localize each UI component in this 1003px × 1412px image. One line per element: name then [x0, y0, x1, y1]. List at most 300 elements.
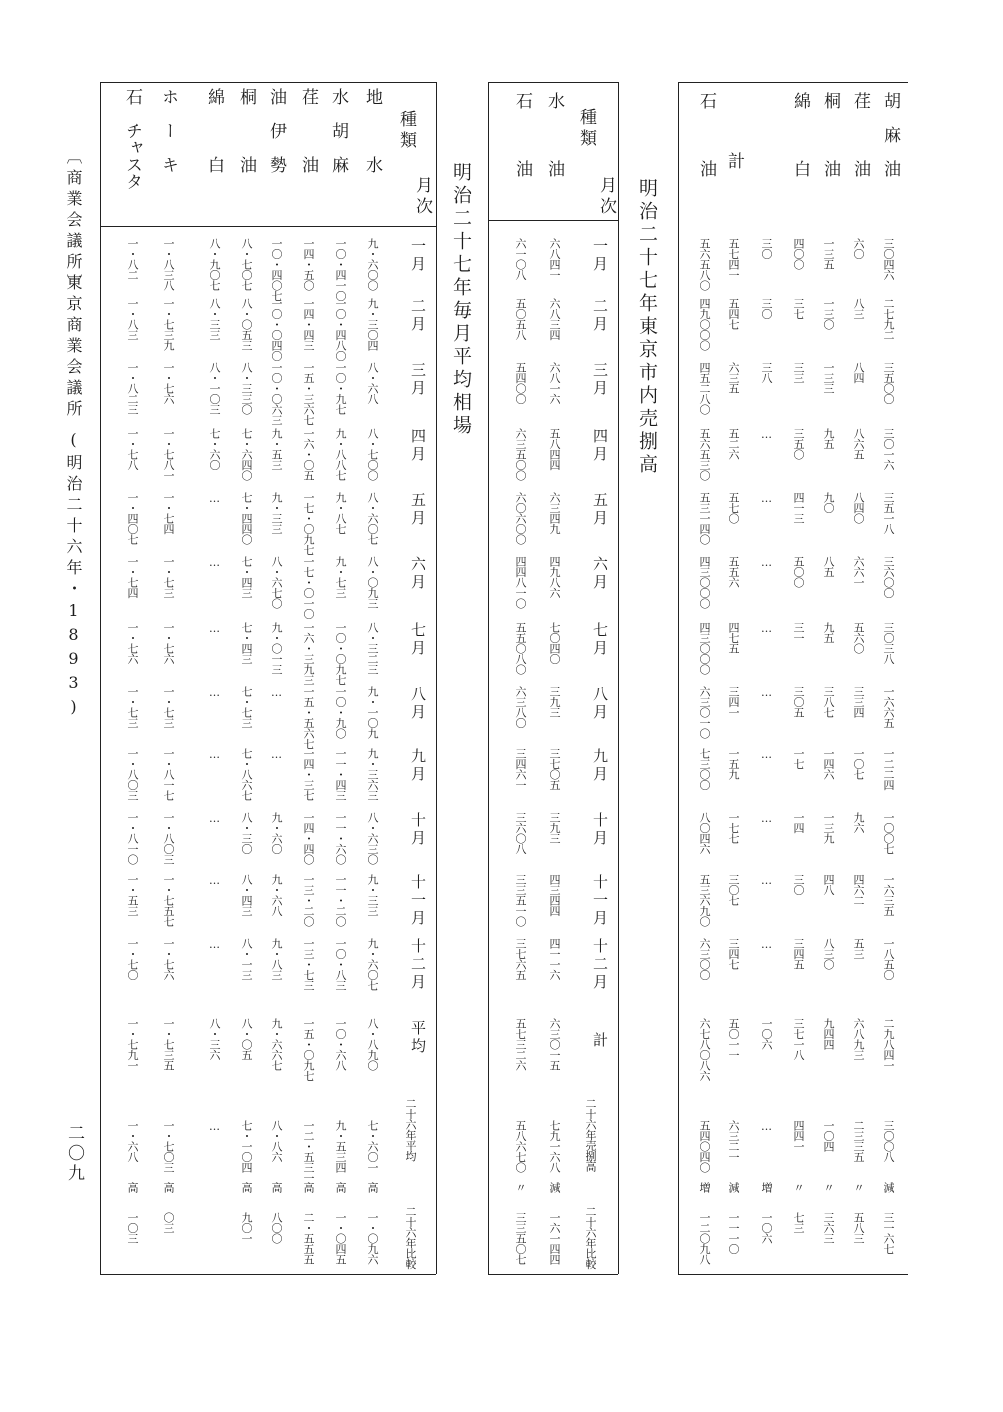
table1-item: 綿 白 — [790, 92, 810, 177]
table1-cell: 六八九三 — [852, 1018, 865, 1060]
table1-cell: 一七七 — [727, 812, 740, 844]
table1-cell: 増 — [760, 1182, 773, 1193]
table1-cell: 一三〇 — [822, 298, 835, 330]
table1-cell: 一六三五 — [882, 874, 895, 916]
table3-cell: 八・一三 — [240, 938, 253, 980]
table3-month-label: 一月 — [409, 238, 427, 274]
table1-cell: … — [760, 556, 773, 569]
table3-cell: 一・四〇七 — [126, 492, 139, 545]
table3-header-month: 月次 — [412, 176, 432, 218]
table3-cell: 九・八三 — [270, 938, 283, 980]
table2-total-label: 計 — [591, 1032, 609, 1050]
table3-cell: 七・四三 — [240, 622, 253, 664]
table3-cell: 一・八〇三 — [162, 812, 175, 865]
table3-cell: … — [208, 812, 221, 825]
table2-cell: 五八六七〇 — [514, 1120, 527, 1173]
table3-cell: 八・六〇七 — [366, 492, 379, 545]
table3-cell: 八・三三 — [208, 298, 221, 340]
table3-title: 明治二十七年毎月平均相場 — [450, 162, 472, 438]
table3-cell: 一四・三七 — [302, 748, 315, 801]
table2-month-label: 四月 — [591, 428, 609, 464]
table3-cell: 九・三三 — [270, 492, 283, 534]
table1-cell: 三六〇〇 — [882, 556, 895, 598]
table3-cell: 一〇・〇六三 — [270, 362, 283, 425]
table3-cell: 一・七六 — [162, 622, 175, 664]
table1-cell: 五〇〇 — [792, 556, 805, 588]
table1-cell: 五四〇四〇 — [698, 1120, 711, 1173]
table2-cell: 五〇五八 — [514, 298, 527, 340]
table2-prev-label: 二十六年売捌高 — [584, 1098, 597, 1172]
table1-cell: 九六 — [852, 812, 865, 833]
table3-cell: 九・〇一三 — [270, 622, 283, 675]
table1-cell: 三八七 — [822, 686, 835, 718]
table1-cell: 七三〇〇 — [698, 748, 711, 790]
table2-cell: 四三四四 — [548, 874, 561, 916]
table3-cell: 高 — [270, 1182, 283, 1193]
table3-cell: 八・三六 — [208, 1018, 221, 1060]
table2-item: 石 油 — [512, 92, 532, 177]
table2-month-label: 十一月 — [591, 874, 609, 928]
table2-item: 水 油 — [544, 92, 564, 177]
table3-cell: 八・八九〇 — [366, 1018, 379, 1071]
table1-cell: 五五六 — [727, 556, 740, 588]
table3-cell: 一・八一七 — [162, 748, 175, 801]
table3-cell: … — [208, 492, 221, 505]
table1-cell: 二三三五 — [852, 1120, 865, 1162]
table1-cell: … — [760, 748, 773, 761]
table1-cell: … — [760, 812, 773, 825]
table1-cell: 四七五 — [727, 622, 740, 654]
table3-cell: 一・七六 — [162, 938, 175, 980]
table3-cell: 一〇・六八 — [334, 1018, 347, 1071]
table3-item: 地 水 — [362, 88, 382, 173]
table1-cell: 六〇 — [852, 238, 865, 259]
table3-cell: 一・七三 — [126, 686, 139, 728]
table3-cell: 七・一〇四 — [240, 1120, 253, 1173]
table2-cell: 三三五一〇 — [514, 874, 527, 927]
table1-cell: 五六五三〇 — [698, 428, 711, 481]
table1-cell: 八〇四六 — [698, 812, 711, 854]
table1-cell: 三七一八 — [792, 1018, 805, 1060]
table2-cell: 三九三 — [548, 812, 561, 844]
table3-cell: 九・六八 — [270, 874, 283, 916]
table2-cell: 六三〇一五 — [548, 1018, 561, 1071]
table2-header-rule — [488, 220, 618, 221]
table3-cell: 一・八一〇 — [126, 812, 139, 865]
table3-cell: 九〇一 — [240, 1212, 253, 1244]
table3-cell: 一・七三 — [162, 686, 175, 728]
table1-cell: 六三〇〇 — [698, 938, 711, 980]
table3-cell: 一一・六〇 — [334, 812, 347, 865]
table1-cell: 一〇六 — [760, 1018, 773, 1050]
table1-cell: 五三一四〇 — [698, 492, 711, 545]
table1-cell: 三六三 — [822, 1212, 835, 1244]
table3-cell: 一・七三九 — [162, 298, 175, 351]
table3-cell: 一・八三 — [126, 298, 139, 340]
table2-cell: 六三五〇〇 — [514, 428, 527, 481]
table2-cell: 六八四一 — [548, 238, 561, 280]
table1-item: 計 — [724, 152, 744, 169]
table2-cell: 六〇六〇〇 — [514, 492, 527, 545]
table1-cell: 三五〇〇 — [882, 362, 895, 404]
table3-cell: 一・八〇三 — [126, 748, 139, 801]
table2-left-rule — [488, 82, 489, 1274]
table3-month-label: 十二月 — [409, 938, 427, 992]
table2-cell: 三七六五 — [514, 938, 527, 980]
table2-cell: 六八三四 — [548, 298, 561, 340]
table3-header-kind: 種類 — [396, 110, 416, 152]
table1-cell: 六三五 — [727, 362, 740, 394]
table3-cell: 高 — [302, 1182, 315, 1193]
table2-bottom-rule — [488, 1274, 618, 1275]
table1-item: 荏 油 — [850, 92, 870, 177]
table1-cell: 一二〇九八 — [698, 1212, 711, 1265]
table3-cell: 七・四三 — [240, 556, 253, 598]
table1-cell: 一一一〇 — [727, 1212, 740, 1254]
table1-item: 石 油 — [696, 92, 716, 177]
table1-cell: 四五二八〇 — [698, 362, 711, 415]
table1-cell: … — [760, 428, 773, 441]
table3-cell: 高 — [366, 1182, 379, 1193]
table1-cell: 四〇〇 — [792, 238, 805, 270]
table3-cell: 高 — [334, 1182, 347, 1193]
table2-month-label: 一月 — [591, 238, 609, 274]
table2-cell: 七〇四〇 — [548, 622, 561, 664]
table2-cell: 六一〇八 — [514, 238, 527, 280]
table3-cell: … — [270, 748, 283, 761]
table3-bottom-rule — [100, 1274, 436, 1275]
table1-cell: 三四五 — [792, 938, 805, 970]
table1-cell: 五二六 — [727, 428, 740, 460]
table3-cell: 七・七三 — [240, 686, 253, 728]
table2-cell: 減 — [548, 1182, 561, 1193]
table3-cell: 七・八六七 — [240, 748, 253, 801]
footer-source: 東京商業会議所 — [64, 274, 83, 421]
table1-cell: 六六一 — [852, 556, 865, 588]
table1-top-rule — [678, 82, 908, 83]
table1-cell: 〃 — [852, 1182, 865, 1193]
table3-cell: 一五・〇九七 — [302, 1018, 315, 1081]
table1-cell: … — [760, 686, 773, 699]
table1-cell: 三五一八 — [882, 492, 895, 534]
table3-cell: 一六・三九三 — [302, 622, 315, 685]
table3-cell: 一〇・九七 — [334, 362, 347, 415]
table3-cell: … — [208, 1120, 221, 1133]
table3-avg-label: 平均 — [409, 1020, 427, 1056]
table2-month-label: 九月 — [591, 748, 609, 784]
table3-item: 油 伊 勢 — [266, 88, 286, 173]
table1-cell: 三〇四六 — [882, 238, 895, 280]
table2-cell: 三七〇五 — [548, 748, 561, 790]
table1-cell: 五六五八〇 — [698, 238, 711, 291]
table2-cell: 三四六一 — [514, 748, 527, 790]
table3-month-label: 七月 — [409, 622, 427, 658]
table3-cell: 一・七六 — [126, 622, 139, 664]
table3-cell: 一・七〇 — [126, 938, 139, 980]
table1-item: 胡 麻 油 — [880, 92, 900, 177]
table3-cell: 八・六八 — [366, 362, 379, 404]
table1-cell: 三四七 — [727, 938, 740, 970]
table3-cell: 一五・五六七 — [302, 686, 315, 749]
table2-cell: 三六〇八 — [514, 812, 527, 854]
table1-cell: 一二二四 — [882, 748, 895, 790]
table3-left-rule — [100, 82, 101, 1274]
table3-cell: 一・七〇三 — [162, 1120, 175, 1173]
table3-cell: 一・七三 — [162, 556, 175, 598]
table1-cell: 三三 — [792, 362, 805, 383]
table1-cell: … — [760, 1120, 773, 1133]
table3-cell: 七・六〇 — [208, 428, 221, 470]
table3-cell: 一四・五〇 — [302, 238, 315, 291]
table1-cell: 三五〇 — [792, 428, 805, 460]
table1-cell: 三〇〇八 — [882, 1120, 895, 1162]
table3-cell: 一一・二〇 — [334, 874, 347, 927]
footer-year: (明治二十六年・1893) — [64, 430, 83, 721]
table3-cell: 九・六〇 — [270, 812, 283, 854]
table3-cell: 一・八三八 — [162, 238, 175, 291]
table1-cell: 一〇〇七 — [882, 812, 895, 854]
table1-cell: 三四一 — [727, 686, 740, 718]
table3-cell: 八・七〇〇 — [366, 428, 379, 481]
table2-cell: 一六一四四 — [548, 1212, 561, 1265]
table2-top-rule — [488, 82, 618, 83]
table1-cell: 八六五 — [852, 428, 865, 460]
table2-cell: 〃 — [514, 1182, 527, 1193]
table3-header-rule — [100, 226, 436, 227]
table1-left-rule — [678, 82, 679, 1274]
table1-cell: 四一三 — [792, 492, 805, 524]
table2-compare-label: 二十六年比較 — [584, 1206, 597, 1269]
table1-cell: 五三 — [852, 938, 865, 959]
table3-cell: 一七・〇九七 — [302, 492, 315, 555]
table2-month-label: 五月 — [591, 492, 609, 528]
table3-cell: 七・四四〇 — [240, 492, 253, 545]
table1-cell: 増 — [698, 1182, 711, 1193]
table1-cell: 四九〇〇〇 — [698, 298, 711, 351]
table2-cell: 七九一六八 — [548, 1120, 561, 1173]
table3-cell: 一四・四〇 — [302, 812, 315, 865]
table3-cell: 八・七〇七 — [240, 238, 253, 291]
table1-cell: … — [760, 938, 773, 951]
table2-cell: 六三八〇 — [514, 686, 527, 728]
table1-item: 桐 油 — [820, 92, 840, 177]
table1-cell: 〃 — [822, 1182, 835, 1193]
table3-cell: 八・三三〇 — [240, 362, 253, 415]
table3-item: 水 胡 麻 — [328, 88, 348, 173]
table1-bottom-rule — [678, 1274, 908, 1275]
table3-cell: 一〇・〇四〇 — [270, 298, 283, 361]
table3-item: 荏 油 — [298, 88, 318, 173]
table3-month-label: 十月 — [409, 812, 427, 848]
table1-cell: 九〇 — [822, 492, 835, 513]
table1-cell: 六三〇一〇 — [698, 686, 711, 739]
table3-cell: 一・七六 — [162, 362, 175, 404]
table3-month-label: 三月 — [409, 362, 427, 398]
table3-cell: 八・〇五 — [240, 1018, 253, 1060]
table3-cell: 八・四三 — [240, 874, 253, 916]
table1-cell: 八三〇 — [822, 938, 835, 970]
table3-cell: 一四・四三 — [302, 298, 315, 351]
table1-cell: 減 — [882, 1182, 895, 1193]
table3-item: ホ ー キ — [158, 88, 178, 173]
table1-cell: 一八五〇 — [882, 938, 895, 980]
table1-cell: 一五九 — [727, 748, 740, 780]
table3-cell: 一一・四三 — [334, 748, 347, 801]
table1-cell: 一〇七 — [852, 748, 865, 780]
table3-cell: 八・〇九三 — [366, 556, 379, 609]
table1-cell: 三〇一六 — [882, 428, 895, 470]
table1-cell: 八五 — [822, 556, 835, 577]
table3-top-rule — [100, 82, 436, 83]
table3-cell: 九・八八七 — [334, 428, 347, 481]
table1-cell: 五七〇 — [727, 492, 740, 524]
table3-prev-label: 二十六年平均 — [404, 1098, 417, 1161]
table1-cell: 一三九 — [822, 812, 835, 844]
table3-cell: 九・六〇七 — [366, 938, 379, 991]
table2-header-month: 月次 — [596, 176, 616, 218]
table1-cell: 三〇 — [792, 874, 805, 895]
table1-cell: 三〇三八 — [882, 622, 895, 664]
table1-cell: 五三六九〇 — [698, 874, 711, 927]
table3-cell: 九・五三 — [270, 428, 283, 470]
table1-cell: 四三〇〇〇 — [698, 622, 711, 675]
table2-month-label: 十月 — [591, 812, 609, 848]
table3-cell: 九・三三 — [366, 874, 379, 916]
page-number: 二〇九 — [64, 1124, 84, 1184]
footer-org: 〔商業会議所〕 — [64, 148, 83, 295]
table3-cell: 八・一〇三 — [208, 362, 221, 415]
table3-cell: 一〇・四一〇 — [334, 238, 347, 301]
table3-month-label: 二月 — [409, 298, 427, 334]
table3-cell: 八・六三〇 — [366, 812, 379, 865]
table3-cell: 一・七四 — [126, 556, 139, 598]
table1-cell: 五〇一一 — [727, 1018, 740, 1060]
table1-cell: 八三 — [852, 298, 865, 319]
table3-cell: 一・八二三 — [126, 362, 139, 415]
table1-cell: 九四四 — [822, 1018, 835, 1050]
table2-cell: 六三四九 — [548, 492, 561, 534]
table3-right-rule — [436, 82, 437, 1274]
table1-cell: 一〇六 — [760, 1212, 773, 1244]
table3-cell: 七・六四〇 — [240, 428, 253, 481]
table3-cell: 一〇・九〇 — [334, 686, 347, 739]
table3-cell: 一・七八一 — [162, 428, 175, 481]
table3-cell: 一・六八 — [126, 1120, 139, 1162]
table3-compare-label: 二十六年比較 — [404, 1206, 417, 1269]
table1-cell: … — [760, 874, 773, 887]
table3-cell: 一〇三 — [126, 1212, 139, 1244]
table1-cell: 三一六七 — [882, 1212, 895, 1254]
table2-cell: 五八四四 — [548, 428, 561, 470]
table1-cell: 七三 — [792, 1212, 805, 1233]
table3-cell: 一〇・八三 — [334, 938, 347, 991]
table3-cell: 高 — [126, 1182, 139, 1193]
table2-right-rule — [618, 82, 619, 1274]
table1-cell: 八四 — [852, 362, 865, 383]
table3-cell: … — [270, 686, 283, 699]
table3-month-label: 五月 — [409, 492, 427, 528]
table3-cell: 九・八七 — [334, 492, 347, 534]
table3-cell: 九・五三四 — [334, 1120, 347, 1173]
table2-month-label: 八月 — [591, 686, 609, 722]
table1-cell: 一〇四 — [822, 1120, 835, 1152]
table3-cell: 八〇〇 — [270, 1212, 283, 1244]
table3-cell: 二・五五五 — [302, 1212, 315, 1265]
table3-month-label: 八月 — [409, 686, 427, 722]
table1-cell: 九五 — [822, 428, 835, 449]
table3-cell: … — [208, 556, 221, 569]
table1-cell: 二七九二 — [882, 298, 895, 340]
table1-cell: 九五 — [822, 622, 835, 643]
table1-cell: 三三四 — [852, 686, 865, 718]
table1-cell: 三八 — [760, 362, 773, 383]
table3-cell: … — [208, 622, 221, 635]
table1-cell: 一三五 — [822, 238, 835, 270]
table3-cell: 八・九〇七 — [208, 238, 221, 291]
table1-cell: 八四〇 — [852, 492, 865, 524]
table1-cell: … — [760, 622, 773, 635]
table1-cell: 〃 — [792, 1182, 805, 1193]
table3-month-label: 十一月 — [409, 874, 427, 928]
table3-cell: 一二・五三一 — [302, 1120, 315, 1183]
table3-item: 綿 白 — [204, 88, 224, 173]
table3-cell: 一〇・四八〇 — [334, 298, 347, 361]
table3-cell: … — [208, 874, 221, 887]
table3-cell: 九・七三 — [334, 556, 347, 598]
table2-month-label: 六月 — [591, 556, 609, 592]
table3-cell: 一・八二 — [126, 238, 139, 280]
table1-cell: 三〇 — [760, 298, 773, 319]
table1-cell: 四六二 — [852, 874, 865, 906]
table3-cell: 一〇・〇九七 — [334, 622, 347, 685]
table1-cell: 六七八〇八六 — [698, 1018, 711, 1081]
table1-cell: 五四七 — [727, 298, 740, 330]
table1-cell: 三〇 — [760, 238, 773, 259]
table1-cell: 三〇七 — [727, 874, 740, 906]
table1-cell: 一四 — [792, 812, 805, 833]
table1-cell: 減 — [727, 1182, 740, 1193]
table1-cell: 四八 — [822, 874, 835, 895]
table2-cell: 五四〇〇 — [514, 362, 527, 404]
table3-cell: 一七・〇一〇 — [302, 556, 315, 619]
table3-cell: 一五・三六七 — [302, 362, 315, 425]
table3-cell: 八・三二三 — [366, 622, 379, 675]
table3-cell: 一・七五七 — [162, 874, 175, 927]
table3-cell: 八・六七〇 — [270, 556, 283, 609]
table3-month-label: 六月 — [409, 556, 427, 592]
table3-cell: 一三・二〇 — [302, 874, 315, 927]
table3-cell: 一三・七三 — [302, 938, 315, 991]
table3-cell: 高 — [240, 1182, 253, 1193]
table3-cell: 一・〇四五 — [334, 1212, 347, 1265]
table3-cell: 高 — [162, 1182, 175, 1193]
table3-item: 桐 油 — [236, 88, 256, 173]
table2-cell: 六八一六 — [548, 362, 561, 404]
table2-month-label: 三月 — [591, 362, 609, 398]
table3-cell: 一六・〇五 — [302, 428, 315, 481]
table1-cell: 一七 — [792, 748, 805, 769]
table1-cell: … — [760, 492, 773, 505]
table1-cell: 五七四一 — [727, 238, 740, 280]
table3-cell: 八・三〇 — [240, 812, 253, 854]
table3-cell: … — [208, 686, 221, 699]
table2-cell: 四九八六 — [548, 556, 561, 598]
table2-month-label: 十二月 — [591, 938, 609, 992]
table1-cell: 二九八四一 — [882, 1018, 895, 1071]
table3-cell: 八・〇五三 — [240, 298, 253, 351]
table3-cell: 一・七四 — [162, 492, 175, 534]
table3-cell: 〇三 — [162, 1212, 175, 1233]
